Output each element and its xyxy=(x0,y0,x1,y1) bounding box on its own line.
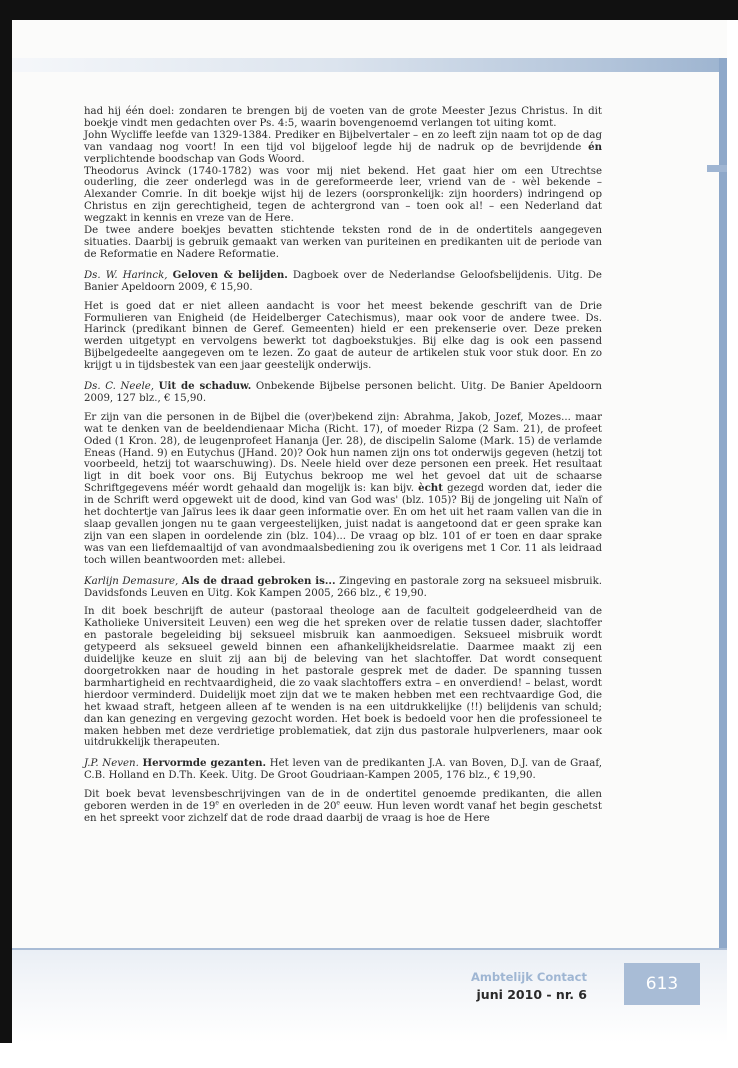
magazine-page xyxy=(12,20,727,1043)
book-review: Dit boek bevat levensbeschrijvingen van de in de ondertitel genoemde predikanten, die allen geboren werden in de 19e en overleden in de 20e eeuw. Hun leven wordt vanaf het begin geschetst en het spreekt voor zichzelf dat de rode draad daarbij de vraag is hoe de Here xyxy=(84,789,602,824)
intro-paragraph: John Wycliffe leefde van 1329-1384. Prediker en Bijbelvertaler – en zo leeft zijn naam tot op de dag van vandaag nog voort! In een tijd vol bijgeloof legde hij de nadruk op de bevrijdende én verplichtende boodschap van Gods Woord. xyxy=(84,129,602,165)
top-decorative-band xyxy=(12,58,727,72)
intro-paragraph: De twee andere boekjes bevatten stichtende teksten rond de in de ondertitels aangegeven situaties. Daarbij is gebruik gemaakt van werken van puriteinen en predikanten uit de periode van de Reformatie en Nadere Reformatie. xyxy=(84,225,602,260)
article-body xyxy=(84,106,602,825)
page-number: 613 xyxy=(624,963,700,1005)
scan-top-border xyxy=(0,0,738,20)
footer-band xyxy=(12,948,727,1043)
footer-divider xyxy=(12,948,727,950)
book-entry-heading: Ds. W. Harinck, Geloven & belijden. Dagboek over de Nederlandse Geloofsbelijdenis. Uitg. De Banier Apeldoorn 2009, € 15,90. xyxy=(84,268,602,293)
side-decorative-mark xyxy=(707,165,727,172)
book-review: Het is goed dat er niet alleen aandacht is voor het meest bekende geschrift van de Drie Formulieren van Enigheid (de Heidelberger Catechismus), maar ook voor de andere twee. Ds. Harinck (predikant binnen de Geref. Gemeenten) hield er een prekenserie over. Deze preken werden uitgetypt en vervolgens bewerkt tot dagboekstukjes. Bij elke dag is ook een passend Bijbelgedeelte aangegeven om te lezen. Zo gaat de auteur de artikelen stuk voor stuk door. En zo krijgt u in tijdsbestek van een jaar geestelijk onderwijs. xyxy=(84,300,602,372)
scan-bottom-margin xyxy=(0,1043,738,1068)
book-review: In dit boek beschrijft de auteur (pastoraal theologe aan de faculteit godgeleerdheid van de Katholieke Universiteit Leuven) een weg die het spreken over de relatie tussen dader, slachtoffer en pastorale begeleiding bij seksueel misbruik kan aanmoedigen. Seksueel misbruik wordt getypeerd als seksueel geweld binnen een afhankelijkheidsrelatie. Daarmee maakt zij een duidelijke keuze en sluit zij aan bij de beleving van het slachtoffer. Dat wordt consequent doorgetrokken naar de houding in het pastorale gesprek met de dader. De spanning tussen barmhartigheid en rechtvaardigheid, die zo vaak slachtoffers extra – en onverdiend! – belast, wordt hierdoor verminderd. Duidelijk moet zijn dat we te maken hebben met een rechtvaardige God, die het kwaad straft, hetgeen alleen af te wenden is na een uitdrukkelijke (!!) belijdenis van schuld; dan kan genezing en vergeving gezocht worden. Het boek is bedoeld voor hen die professioneel te maken hebben met deze verdrietige problematiek, dat zijn dus pastorale hulpverleners, maar ook uitdrukkelijk therapeuten. xyxy=(84,606,602,749)
book-entry-heading: Ds. C. Neele, Uit de schaduw. Onbekende Bijbelse personen belicht. Uitg. De Banier Apeldoorn 2009, 127 blz., € 15,90. xyxy=(84,380,602,404)
intro-paragraph: Theodorus Avinck (1740-1782) was voor mij niet bekend. Het gaat hier om een Utrechtse ouderling, die zeer onderlegd was in de gereformeerde leer, vriend van de - wèl bekende – Alexander Comrie. In dit boekje wijst hij de lezers (oorspronkelijk: zijn hoorders) indringend op Christus en zijn gerechtigheid, tegen de achtergrond van – toen ook al! – een Nederland dat wegzakt in kennis en vreze van de Here. xyxy=(84,165,602,225)
scan-left-border xyxy=(0,0,12,1068)
book-entry-heading: Karlijn Demasure, Als de draad gebroken is... Zingeving en pastorale zorg na seksueel misbruik. Davidsfonds Leuven en Uitg. Kok Kampen 2005, 266 blz., € 19,90. xyxy=(84,574,602,599)
book-entry-heading: J.P. Neven. Hervormde gezanten. Het leven van de predikanten J.A. van Boven, D.J. van de Graaf, C.B. Holland en D.Th. Keek. Uitg. De Groot Goudriaan-Kampen 2005, 176 blz., € 19,90. xyxy=(84,757,602,782)
magazine-name: Ambtelijk Contact xyxy=(471,970,587,984)
book-review: Er zijn van die personen in de Bijbel die (over)bekend zijn: Abrahma, Jakob, Jozef, Mozes... maar wat te denken van de beeldendienaar Micha (Richt. 17), of moeder Rizpa (2 Sam. 21), de profeet Oded (1 Kron. 28), de leugenprofeet Hananja (Jer. 28), de discipelin Salome (Mark. 15) de verlamde Eneas (Hand. 9) en Eutychus (JHand. 20)? Ook hun namen zijn ons tot onderwijs gegeven (hetzij tot voorbeeld, hetzij tot waarschuwing). Ds. Neele hield over deze personen een preek. Het resultaat ligt in dit boek voor ons. Bij Eutychus bekroop me wel het gevoel dat uit de schaarse Schriftgegevens méér wordt gehaald dan mogelijk is: kan bijv. ècht gezegd worden dat, ieder die in de Schrift werd opgewekt uit de dood, kind van God was' (blz. 105)? Bij de jongeling uit Naïn of het dochtertje van Jaïrus lees ik daar geen informatie over. En om het uit het raam vallen van die in slaap gevallen jongen nu te gaan vergeestelijken, juist nadat is aangetoond dat er geen sprake kan zijn van een slapen in oordelende zin (blz. 104)... De vraag op blz. 101 of er toen en daar sprake was van een liefdemaaltijd of van avondmaalsbediening zou ik overigens met 1 Cor. 11 als leidraad toch willen beantwoorden met: allebei. xyxy=(84,411,602,566)
right-decorative-edge xyxy=(719,58,727,1018)
issue-label: juni 2010 - nr. 6 xyxy=(476,987,587,1002)
intro-paragraph: had hij één doel: zondaren te brengen bij de voeten van de grote Meester Jezus Christus. In dit boekje vindt men gedachten over Ps. 4:5, waarin bovengenoemd verlangen tot uiting komt. xyxy=(84,106,602,129)
